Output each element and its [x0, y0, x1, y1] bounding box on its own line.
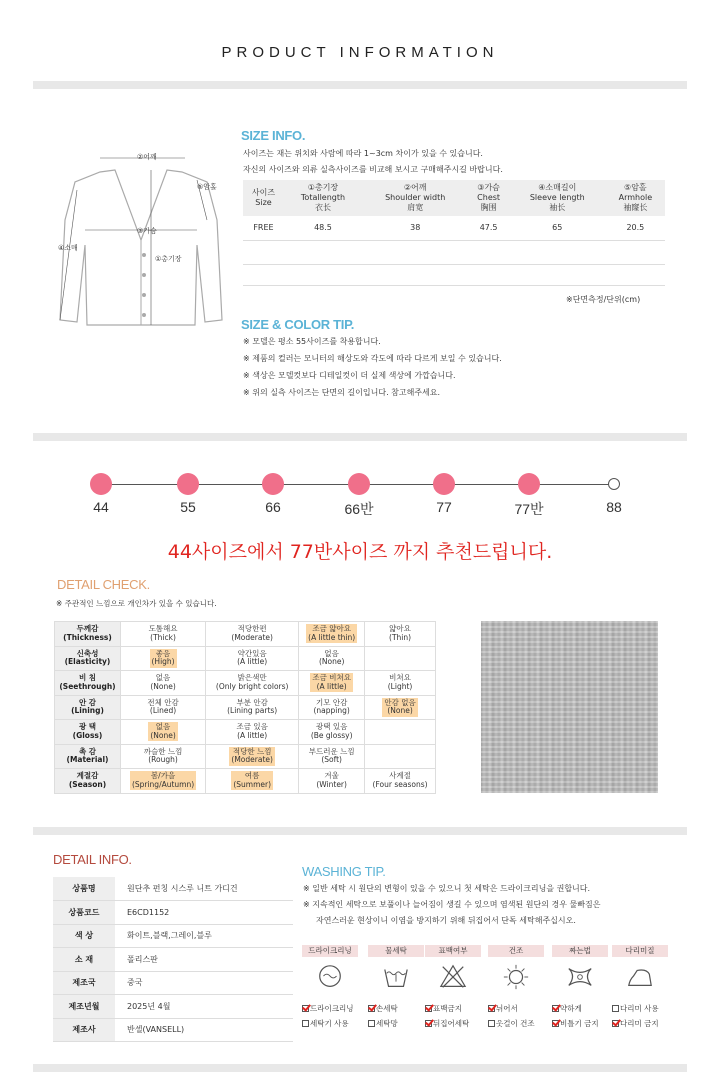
checkbox[interactable]	[552, 1005, 559, 1012]
info-row	[53, 948, 293, 972]
info-row	[53, 877, 293, 901]
attribute-option: 좋음 (High)	[121, 646, 206, 671]
wash-column-title: 짜는법	[552, 945, 608, 957]
info-value: 폴리스판	[115, 948, 293, 972]
wash-option[interactable]	[488, 1018, 535, 1029]
wash-option[interactable]	[425, 1018, 469, 1029]
attribute-option: 사계절 (Four seasons)	[365, 769, 436, 794]
wash-option-label: 뉘어서	[496, 1004, 518, 1013]
attribute-option: 안감 없음 (None)	[365, 695, 436, 720]
attribute-option: 조금 얇아요 (A little thin)	[299, 622, 365, 647]
attribute-label: 안 감 (Lining)	[55, 695, 121, 720]
attribute-option: 부분 안감 (Lining parts)	[206, 695, 299, 720]
cell: 38	[362, 216, 468, 240]
page-title: PRODUCT INFORMATION	[221, 44, 499, 61]
wash-note: ※ 일반 세탁 시 원단의 변형이 있을 수 있으니 첫 세탁은 드라이크리닝을 권합니다.	[303, 884, 591, 893]
checkbox[interactable]	[425, 1020, 432, 1027]
attribute-option: 광택 있음 (Be glossy)	[299, 720, 365, 745]
size-dot	[262, 473, 284, 495]
divider	[33, 81, 687, 89]
info-value: 2025년 4월	[115, 995, 293, 1019]
detail-check-title: DETAIL CHECK.	[57, 577, 150, 592]
size-dot	[177, 473, 199, 495]
tip-note: ※ 색상은 모델컷보다 디테일컷이 더 실제 색상에 가깝습니다.	[243, 371, 456, 380]
info-value: 화이트,블랙,그레이,블루	[115, 924, 293, 948]
size-dot	[90, 473, 112, 495]
wash-option-label: 옷걸이 건조	[496, 1019, 535, 1028]
detail-info-title: DETAIL INFO.	[53, 852, 132, 867]
size-note: 사이즈는 재는 위치와 사람에 따라 1~3cm 차이가 있을 수 있습니다.	[243, 149, 483, 158]
tip-note: ※ 모델은 평소 55사이즈를 착용합니다.	[243, 337, 381, 346]
attribute-option: 기모 안감 (napping)	[299, 695, 365, 720]
wash-option-label: 비틀기 금지	[560, 1019, 599, 1028]
wash-option[interactable]	[612, 1003, 659, 1014]
attribute-label: 비 침 (Seethrough)	[55, 671, 121, 696]
attribute-option: 까슬한 느낌 (Rough)	[121, 744, 206, 769]
size-info-title: SIZE INFO.	[241, 128, 306, 143]
detail-info-table	[53, 877, 293, 1042]
checkbox[interactable]	[368, 1005, 375, 1012]
checkbox[interactable]	[552, 1020, 559, 1027]
info-value: 반셀(VANSELL)	[115, 1018, 293, 1042]
size-dot	[608, 478, 620, 490]
cell: 65	[509, 216, 606, 240]
info-key: 제조국	[53, 971, 115, 995]
info-key: 제조사	[53, 1018, 115, 1042]
no-bleach-icon	[438, 963, 468, 991]
wash-option-label: 약하게	[560, 1004, 582, 1013]
washing-tip-title: WASHING TIP.	[302, 864, 386, 879]
table-rule	[243, 285, 665, 286]
size-dot	[348, 473, 370, 495]
wash-option[interactable]	[552, 1018, 599, 1029]
info-row	[53, 901, 293, 925]
info-row	[53, 924, 293, 948]
checkbox[interactable]	[612, 1005, 619, 1012]
wash-tub-icon	[381, 963, 411, 991]
size-label: 66	[265, 499, 281, 515]
wash-option[interactable]	[612, 1018, 659, 1029]
unit-note: ※단면측정/단위(cm)	[566, 295, 641, 304]
info-row	[53, 971, 293, 995]
attribute-option: 적당한편 (Moderate)	[206, 622, 299, 647]
detail-check-table	[54, 621, 436, 794]
wash-option-label: 다리미 사용	[620, 1004, 659, 1013]
attribute-option: 약간있음 (A little)	[206, 646, 299, 671]
info-value: 원단추 펀칭 시스루 니트 가디건	[115, 877, 293, 901]
size-note: 자신의 사이즈와 의류 실측사이즈를 비교해 보시고 구매해주시길 바랍니다.	[243, 165, 503, 174]
wash-option[interactable]	[488, 1003, 518, 1014]
wash-option[interactable]	[552, 1003, 582, 1014]
attribute-label: 두께감 (Thickness)	[55, 622, 121, 647]
tip-note: ※ 제품의 컬러는 모니터의 해상도와 각도에 따라 다르게 보일 수 있습니다.	[243, 354, 502, 363]
col-size: 사이즈 Size	[243, 180, 284, 216]
checkbox[interactable]	[425, 1005, 432, 1012]
attribute-option: 봄/가을 (Spring/Autumn)	[121, 769, 206, 794]
wash-option-label: 다리미 금지	[620, 1019, 659, 1028]
dry-clean-icon	[315, 963, 345, 991]
info-row	[53, 995, 293, 1019]
col-sleeve: ④소매길이 Sleeve length 袖长	[509, 180, 606, 216]
checkbox[interactable]	[488, 1005, 495, 1012]
size-dot	[518, 473, 540, 495]
attribute-option: 겨울 (Winter)	[299, 769, 365, 794]
info-key: 색 상	[53, 924, 115, 948]
cell: 47.5	[468, 216, 508, 240]
attribute-option: 없음 (None)	[121, 671, 206, 696]
size-label: 44	[93, 499, 109, 515]
tip-note: ※ 위의 실측 사이즈는 단면의 길이입니다. 참고해주세요.	[243, 388, 441, 397]
size-label: 66반	[344, 501, 374, 517]
detail-check-row	[55, 646, 436, 671]
wash-option[interactable]	[368, 1018, 398, 1029]
col-chest: ③가슴 Chest 胸围	[468, 180, 508, 216]
wash-option-label: 세탁기 사용	[310, 1019, 349, 1028]
wash-option[interactable]	[425, 1003, 462, 1014]
wash-column-title: 건조	[488, 945, 544, 957]
attribute-option: 도톰해요 (Thick)	[121, 622, 206, 647]
attribute-option: 얇아요 (Thin)	[365, 622, 436, 647]
sun-dry-icon	[501, 963, 531, 991]
attribute-option: 없음 (None)	[121, 720, 206, 745]
size-label: 77	[436, 499, 452, 515]
divider	[33, 827, 687, 835]
detail-check-row	[55, 695, 436, 720]
checkbox[interactable]	[488, 1020, 495, 1027]
size-label: 88	[606, 499, 622, 515]
wash-option-label: 손세탁	[376, 1004, 398, 1013]
size-dot	[433, 473, 455, 495]
detail-check-row	[55, 720, 436, 745]
info-key: 제조년월	[53, 995, 115, 1019]
attribute-option: 조금 비쳐요 (A little)	[299, 671, 365, 696]
attribute-option: 부드러운 느낌 (Soft)	[299, 744, 365, 769]
attribute-option: 밝은색만 (Only bright colors)	[206, 671, 299, 696]
attribute-label: 촉 감 (Material)	[55, 744, 121, 769]
size-label: 55	[180, 499, 196, 515]
cell: FREE	[243, 216, 284, 240]
wash-option[interactable]	[368, 1003, 398, 1014]
col-armhole: ⑤암홀 Armhole 袖窿长	[606, 180, 665, 216]
wash-option-label: 세탁망	[376, 1019, 398, 1028]
info-row	[53, 1018, 293, 1042]
checkbox[interactable]	[302, 1020, 309, 1027]
attribute-option: 여름 (Summer)	[206, 769, 299, 794]
info-value: E6CD1152	[115, 901, 293, 925]
size-recommendation: 44사이즈에서 77반사이즈 까지 추천드립니다.	[167, 541, 553, 563]
diagram-label-chest: ③가슴	[137, 227, 157, 235]
iron-icon	[625, 963, 655, 991]
cell: 20.5	[606, 216, 665, 240]
wash-note: 자연스러운 현상이니 이염을 방지하기 위해 뒤집어서 단독 세탁해주십시오.	[316, 916, 576, 925]
wash-option[interactable]	[302, 1018, 349, 1029]
detail-check-note: ※ 주관적인 느낌으로 개인차가 있을 수 있습니다.	[56, 599, 217, 608]
wash-column-title: 표백여부	[425, 945, 481, 957]
attribute-option: 적당한 느낌 (Moderate)	[206, 744, 299, 769]
wash-column-title: 물세탁	[368, 945, 424, 957]
info-key: 소 재	[53, 948, 115, 972]
divider	[33, 433, 687, 441]
divider	[33, 1064, 687, 1072]
checkbox[interactable]	[302, 1005, 309, 1012]
attribute-label: 계절감 (Season)	[55, 769, 121, 794]
wring-icon	[565, 963, 595, 991]
detail-check-row	[55, 744, 436, 769]
info-value: 중국	[115, 971, 293, 995]
attribute-option	[365, 720, 436, 745]
size-label: 77반	[514, 501, 544, 517]
diagram-label-shoulder: ②어깨	[137, 153, 157, 161]
table-rule	[243, 264, 665, 265]
detail-check-row	[55, 622, 436, 647]
diagram-label-sleeve: ④소매	[58, 244, 78, 252]
wash-option-label: 드라이크리닝	[310, 1004, 354, 1013]
wash-column-title: 다리미질	[612, 945, 668, 957]
wash-option-label: 표백금지	[433, 1004, 462, 1013]
attribute-label: 광 택 (Gloss)	[55, 720, 121, 745]
attribute-option: 전체 안감 (Lined)	[121, 695, 206, 720]
color-tip-title: SIZE & COLOR TIP.	[241, 317, 355, 332]
wash-option[interactable]	[302, 1003, 353, 1014]
attribute-option	[365, 646, 436, 671]
garment-diagram	[55, 150, 230, 330]
attribute-option: 없음 (None)	[299, 646, 365, 671]
wash-option-label: 뒤집어세탁	[433, 1019, 470, 1028]
checkbox[interactable]	[612, 1020, 619, 1027]
attribute-option: 비쳐요 (Light)	[365, 671, 436, 696]
wash-column-title: 드라이크리닝	[302, 945, 358, 957]
fabric-swatch-image	[481, 621, 658, 793]
detail-check-row	[55, 769, 436, 794]
col-length: ①총기장 Totallength 衣长	[284, 180, 362, 216]
info-key: 상품명	[53, 877, 115, 901]
info-key: 상품코드	[53, 901, 115, 925]
attribute-option: 조금 있음 (A little)	[206, 720, 299, 745]
detail-check-row	[55, 671, 436, 696]
attribute-label: 신축성 (Elasticity)	[55, 646, 121, 671]
col-shoulder: ②어깨 Shoulder width 肩宽	[362, 180, 468, 216]
checkbox[interactable]	[368, 1020, 375, 1027]
size-table-header	[243, 180, 665, 216]
size-table	[243, 180, 665, 241]
size-row	[243, 216, 665, 240]
cell: 48.5	[284, 216, 362, 240]
diagram-label-length: ①총기장	[155, 255, 182, 263]
diagram-label-armhole: ⑤암홀	[197, 183, 217, 191]
wash-note: ※ 지속적인 세탁으로 보풀이나 늘어짐이 생길 수 있으며 염색된 원단의 경우 물빠짐은	[303, 900, 601, 909]
attribute-option	[365, 744, 436, 769]
